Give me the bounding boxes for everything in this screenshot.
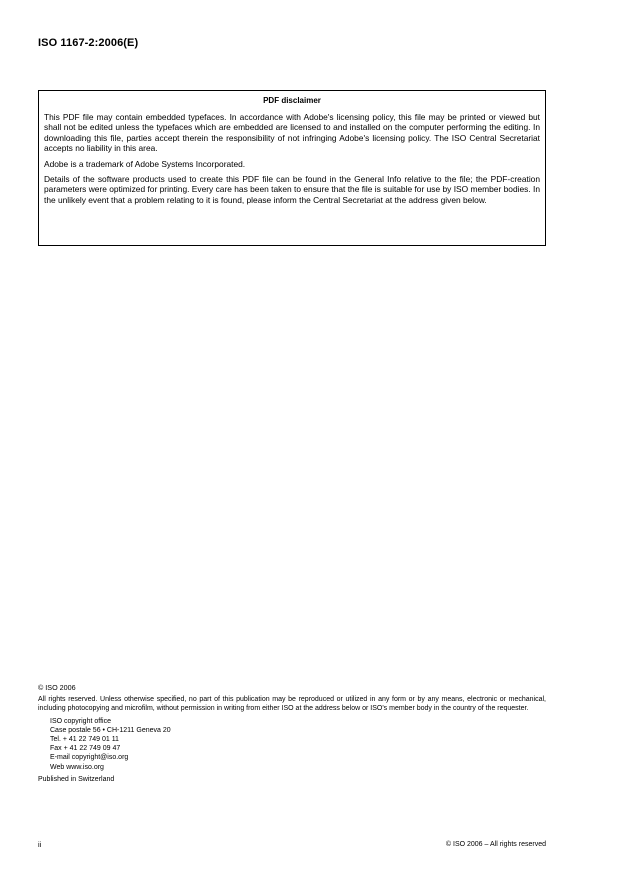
address-web: Web www.iso.org [50, 763, 104, 771]
disclaimer-paragraph-details: Details of the software products used to create this PDF file can be found in the General Info relative to the file; the PDF-creation parameters were optimized for printing. Every care has been taken to ensure that the file is suitable for use by ISO member bodies. In the unlikely event that a problem relating to it is found, please inform the Central Secretariat at the address given below. [44, 174, 540, 205]
address-postal: Case postale 56 • CH-1211 Geneva 20 [50, 726, 171, 734]
footer-copyright: © ISO 2006 – All rights reserved [445, 841, 546, 848]
iso-address [50, 717, 546, 772]
page-number: ii [38, 840, 42, 849]
pdf-disclaimer-box [38, 90, 546, 246]
copyright-block [38, 683, 546, 784]
disclaimer-title: PDF disclaimer [263, 96, 321, 105]
rights-reserved-text: All rights reserved. Unless otherwise specified, no part of this publication may be reproduced or utilized in any form or by any means, electronic or mechanical, including photocopying and microfilm, without permission in writing from either ISO at the address below or ISO's member body in the country of the requester. [38, 696, 546, 713]
address-office: ISO copyright office [50, 717, 111, 725]
disclaimer-paragraph-typefaces: This PDF file may contain embedded typefaces. In accordance with Adobe's licensing policy, this file may be printed or viewed but shall not be edited unless the typefaces which are embedded are licensed to and installed on the computer performing the editing. In downloading this file, parties accept therein the responsibility of not infringing Adobe's licensing policy. The ISO Central Secretariat accepts no liability in this area. [44, 112, 540, 154]
disclaimer-paragraph-trademark: Adobe is a trademark of Adobe Systems Incorporated. [44, 158, 246, 169]
copyright-notice: © ISO 2006 [38, 683, 76, 692]
document-id-header: ISO 1167-2:2006(E) [38, 37, 139, 49]
published-location: Published in Switzerland [38, 775, 115, 783]
address-fax: Fax + 41 22 749 09 47 [50, 745, 121, 753]
address-telephone: Tel. + 41 22 749 01 11 [50, 736, 119, 744]
address-email: E-mail copyright@iso.org [50, 754, 129, 762]
